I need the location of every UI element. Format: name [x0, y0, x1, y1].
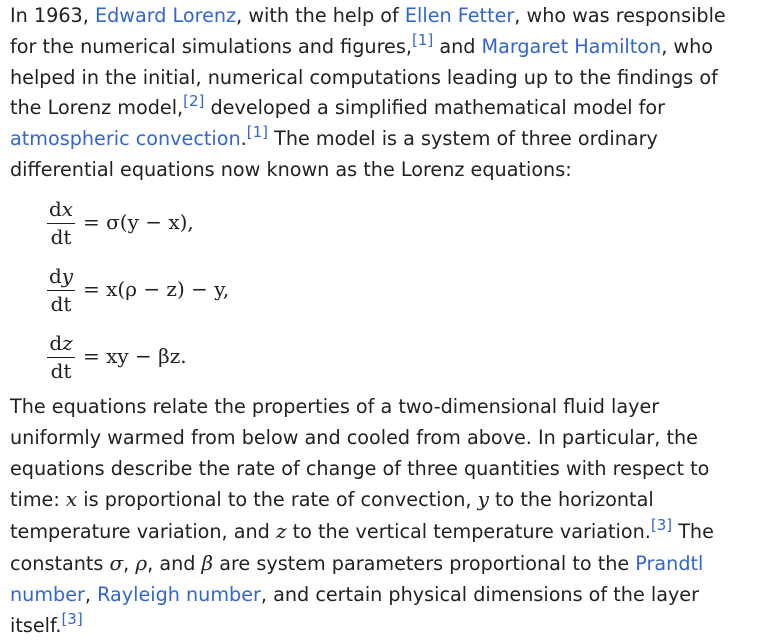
text-segment: developed a simplified mathematical model for	[204, 96, 666, 120]
denominator: dt	[50, 359, 72, 383]
differential-symbol: d	[48, 197, 62, 221]
text-segment: to the horizontal temperature variation, and	[10, 488, 654, 544]
text-segment: .	[240, 127, 247, 151]
text-segment: , and	[147, 551, 202, 575]
text-segment: and	[433, 34, 482, 58]
text-segment: , who was responsible for the numerical simulations and figures,	[10, 4, 726, 58]
text-segment: In 1963,	[10, 4, 95, 27]
equation-rhs: = x(ρ − z) − y,	[83, 277, 230, 301]
text-segment: , and certain physical dimensions of the layer itself.	[10, 582, 700, 637]
denominator: dt	[50, 292, 72, 316]
link-margaret-hamilton[interactable]: Margaret Hamilton	[481, 34, 662, 58]
text-segment: , who helped in the initial, numerical computations leading up to the findings of the Lorenz model,	[10, 34, 718, 120]
math-variable-sigma: σ	[109, 550, 124, 575]
paragraph-explanation	[10, 392, 750, 641]
numerator-variable: x	[61, 197, 74, 221]
citation-3-repeat[interactable]: [3]	[61, 609, 83, 628]
math-variable-beta: β	[201, 550, 214, 575]
link-rayleigh-number[interactable]: Rayleigh number	[97, 582, 261, 606]
fraction-bar	[47, 290, 75, 291]
fraction-bar	[47, 357, 75, 358]
text-segment: are system parameters proportional to the	[213, 551, 636, 575]
text-segment: ,	[123, 551, 136, 575]
text-segment: ,	[84, 582, 98, 606]
numerator-variable: y	[61, 264, 74, 288]
link-edward-lorenz[interactable]: Edward Lorenz	[94, 4, 237, 27]
link-atmospheric-convection[interactable]: atmospheric convection	[10, 127, 241, 151]
differential-symbol: d	[48, 264, 62, 288]
text-segment: to the vertical temperature variation.	[286, 520, 651, 544]
text-segment: , with the help of	[236, 4, 405, 27]
fraction-bar	[47, 223, 75, 224]
citation-2[interactable]: [2]	[183, 92, 205, 111]
denominator: dt	[50, 225, 72, 249]
math-variable-y: y	[477, 487, 489, 512]
math-variable-rho: ρ	[135, 550, 148, 575]
text-segment: The model is a system of three ordinary differential equations now known as the Lorenz equations:	[10, 127, 658, 181]
citation-1[interactable]: [1]	[411, 30, 434, 49]
text-segment: The equations relate the properties of a two-dimensional fluid layer uniformly warmed from below and cooled from above. In particular, the equations describe the rate of change of three quantities with respect to time:	[10, 395, 710, 512]
link-ellen-fetter[interactable]: Ellen Fetter	[404, 4, 515, 27]
equation-rhs: = σ(y − x),	[83, 210, 194, 234]
math-variable-z: z	[275, 519, 287, 544]
math-variable-x: x	[65, 487, 78, 512]
differential-symbol: d	[49, 331, 63, 355]
paragraph-intro	[10, 1, 750, 186]
citation-1-repeat[interactable]: [1]	[246, 123, 268, 142]
equation-rhs: = xy − βz.	[83, 344, 187, 368]
citation-3[interactable]: [3]	[650, 516, 673, 535]
link-prandtl-number[interactable]: Prandtl number	[10, 551, 704, 606]
text-segment: is proportional to the rate of convection,	[77, 488, 478, 512]
numerator-variable: z	[62, 331, 73, 355]
text-segment: The constants	[10, 520, 714, 575]
